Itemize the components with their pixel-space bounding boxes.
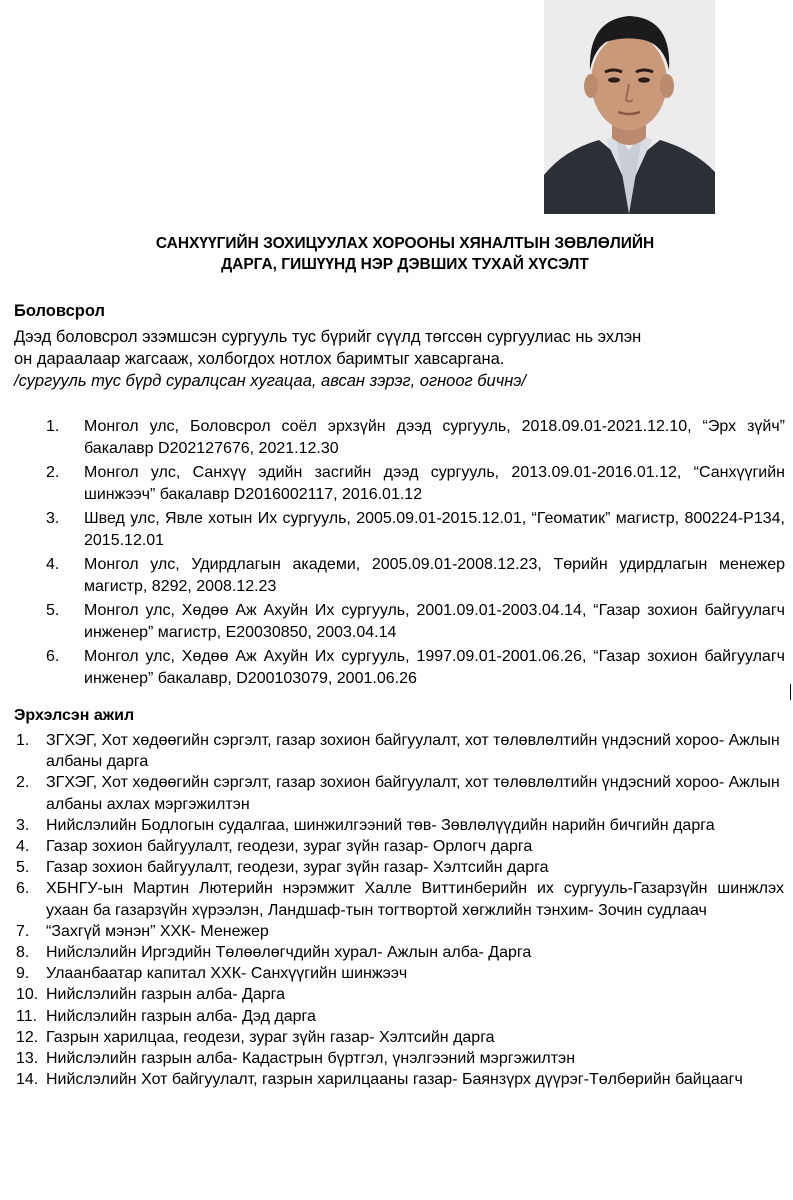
- education-item-text: Монгол улс, Удирдлагын академи, 2005.09.01-2008.12.23, Төрийн удирдлагын менежер магистр, 8292, 2008.12.23: [84, 556, 785, 595]
- education-item-number: 6.: [46, 648, 60, 665]
- education-item-number: 5.: [46, 602, 60, 619]
- work-list: [14, 730, 784, 1090]
- work-item-number: 11.: [16, 1007, 38, 1025]
- work-item-number: 3.: [16, 816, 30, 834]
- work-item-text: Нийслэлийн газрын алба- Дэд дарга: [46, 1007, 316, 1025]
- work-item: [14, 963, 784, 984]
- work-item-number: 5.: [16, 859, 30, 877]
- education-item: [40, 600, 785, 644]
- work-item: [14, 815, 784, 836]
- education-item: [40, 646, 785, 690]
- work-item: [14, 878, 784, 920]
- education-intro: [14, 326, 784, 392]
- document-title: [60, 233, 750, 275]
- work-item: [14, 942, 784, 963]
- work-item-number: 4.: [16, 838, 30, 856]
- work-item-text: Нийслэлийн Иргэдийн Төлөөлөгчдийн хурал- Ажлын алба- Дарга: [46, 944, 532, 962]
- work-item-text: Улаанбаатар капитал ХХК- Санхүүгийн шинжээч: [46, 965, 408, 983]
- work-item-number: 1.: [16, 732, 30, 749]
- education-intro-line-1: Дээд боловсрол эзэмшсэн сургууль тус бүрийг сүүлд төгссөн сургуулиас нь эхлэн: [14, 328, 642, 346]
- work-item-number: 2.: [16, 774, 30, 792]
- text-cursor: [790, 684, 791, 700]
- education-item-number: 4.: [46, 556, 60, 573]
- work-item-text: ХБНГУ-ын Мартин Лютерийн нэрэмжит Халле Виттинберийн их сургууль-Газарзүйн шинжлэх ухаан ба газарзүйн хүрээлэн, Ландшаф-тын тогтвортой хөгжлийн тэнхим- Зочин судлаач: [46, 880, 784, 919]
- candidate-photo: [544, 0, 715, 214]
- work-item: [14, 984, 784, 1005]
- work-item: [14, 730, 784, 772]
- education-item: [40, 554, 785, 598]
- work-item: [14, 836, 784, 857]
- work-item-text: Нийслэлийн газрын алба- Дарга: [46, 986, 286, 1004]
- work-item-text: ЗГХЭГ, Хот хөдөөгийн сэргэлт, газар зохион байгуулалт, хот төлөвлөлтийн үндэсний хороо- Ажлын албаны дарга: [46, 732, 780, 771]
- work-item: [14, 1048, 784, 1069]
- education-intro-line-2: он дараалаар жагсааж, холбогдох нотлох баримтыг хавсаргана.: [14, 350, 505, 368]
- work-item: [14, 921, 784, 942]
- work-item-number: 8.: [16, 944, 30, 962]
- work-item-number: 13.: [16, 1050, 39, 1068]
- education-item-number: 1.: [46, 418, 60, 435]
- education-item: [40, 462, 785, 506]
- work-item-text: Газрын харилцаа, геодези, зураг зүйн газар- Хэлтсийн дарга: [46, 1028, 495, 1046]
- work-item-text: ЗГХЭГ, Хот хөдөөгийн сэргэлт, газар зохион байгуулалт, хот төлөвлөлтийн үндэсний хороо- Ажлын албаны ахлах мэргэжилтэн: [46, 774, 780, 813]
- work-item: [14, 1027, 784, 1048]
- education-item-text: Монгол улс, Боловсрол соёл эрхзүйн дээд сургууль, 2018.09.01-2021.12.10, “Эрх зүйч” бакалавр D202127676, 2021.12.30: [84, 418, 785, 457]
- work-item-text: Газар зохион байгуулалт, геодези, зураг зүйн газар- Хэлтсийн дарга: [46, 859, 549, 877]
- work-item: [14, 1069, 784, 1090]
- work-heading: Эрхэлсэн ажил: [14, 707, 135, 724]
- title-line-2: ДАРГА, ГИШҮҮНД НЭР ДЭВШИХ ТУХАЙ ХҮСЭЛТ: [221, 256, 589, 273]
- education-item-number: 2.: [46, 464, 60, 481]
- portrait-image: [544, 0, 715, 214]
- title-line-1: САНХҮҮГИЙН ЗОХИЦУУЛАХ ХОРООНЫ ХЯНАЛТЫН ЗӨВЛӨЛИЙН: [155, 235, 655, 252]
- education-item-text: Монгол улс, Хөдөө Аж Ахуйн Их сургууль, 2001.09.01-2003.04.14, “Газар зохион байгуулагч инженер” магистр, E20030850, 2003.04.14: [84, 602, 785, 641]
- education-item: [40, 416, 785, 460]
- work-item-text: Газар зохион байгуулалт, геодези, зураг зүйн газар- Орлогч дарга: [46, 838, 533, 856]
- work-item-number: 12.: [16, 1028, 39, 1046]
- education-item-number: 3.: [46, 510, 60, 527]
- education-list: [40, 416, 785, 692]
- education-item-text: Монгол улс, Санхүү эдийн засгийн дээд сургууль, 2013.09.01-2016.01.12, “Санхүүгийн шинжээч” бакалавр D2016002117, 2016.01.12: [84, 464, 785, 503]
- work-item-number: 10.: [16, 986, 39, 1004]
- education-item-text: Швед улс, Явле хотын Их сургууль, 2005.09.01-2015.12.01, “Геоматик” магистр, 800224-P134, 2015.12.01: [84, 510, 785, 549]
- work-item-number: 9.: [16, 965, 30, 983]
- work-item-number: 7.: [16, 922, 30, 940]
- work-item-number: 6.: [16, 880, 30, 898]
- work-item-text: Нийслэлийн газрын алба- Кадастрын бүртгэл, үнэлгээний мэргэжилтэн: [46, 1050, 576, 1068]
- education-heading: Боловсрол: [14, 302, 106, 320]
- education-intro-note: /сургууль тус бүрд суралцсан хугацаа, авсан зэрэг, огноог бичнэ/: [14, 372, 527, 390]
- education-item-text: Монгол улс, Хөдөө Аж Ахуйн Их сургууль, 1997.09.01-2001.06.26, “Газар зохион байгуулагч инженер” бакалавр, D200103079, 2001.06.26: [84, 648, 785, 687]
- work-item: [14, 1006, 784, 1027]
- education-item: [40, 508, 785, 552]
- work-item-text: Нийслэлийн Бодлогын судалгаа, шинжилгээний төв- Зөвлөлүүдийн нарийн бичгийн дарга: [46, 816, 715, 834]
- work-item: [14, 857, 784, 878]
- work-item: [14, 772, 784, 814]
- work-item-number: 14.: [16, 1071, 39, 1089]
- work-item-text: Нийслэлийн Хот байгуулалт, газрын харилцааны газар- Баянзүрх дүүрэг-Төлбөрийн байцаагч: [46, 1071, 743, 1089]
- work-item-text: “Захгүй мэнэн” ХХК- Менежер: [46, 922, 269, 940]
